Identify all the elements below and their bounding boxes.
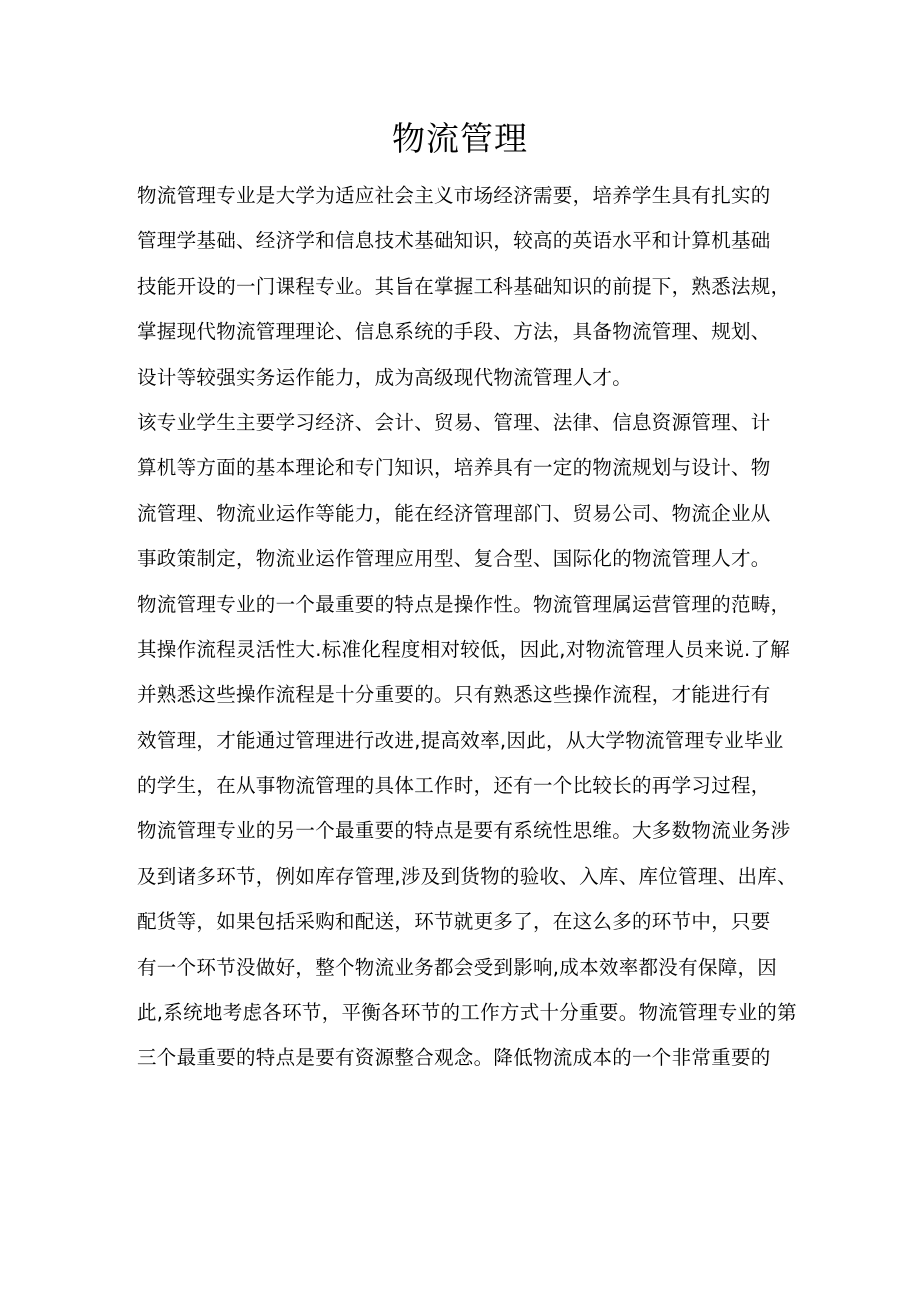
text-line: 技能开设的一门课程专业。其旨在掌握工科基础知识的前提下，熟悉法规， (137, 274, 791, 298)
text-line: 掌握现代物流管理理论、信息系统的手段、方法，具备物流管理、规划、 (137, 320, 771, 344)
text-line: 管理学基础、经济学和信息技术基础知识，较高的英语水平和计算机基础 (137, 229, 771, 253)
text-line: 其操作流程灵活性大.标准化程度相对较低，因此,对物流管理人员来说.了解 (137, 637, 791, 661)
text-line: 配货等，如果包括采购和配送，环节就更多了，在这么多的环节中，只要 (137, 910, 771, 934)
text-line: 物流管理专业的一个最重要的特点是操作性。物流管理属运营管理的范畴， (137, 592, 791, 616)
document-title: 物流管理 (392, 119, 528, 158)
text-line: 物流管理专业是大学为适应社会主义市场经济需要，培养学生具有扎实的 (137, 184, 771, 207)
text-line: 该专业学生主要学习经济、会计、贸易、管理、法律、信息资源管理、计 (137, 410, 771, 434)
text-line: 物流管理专业的另一个最重要的特点是要有系统性思维。大多数物流业务涉 (137, 819, 791, 843)
text-line: 此,系统地考虑各环节，平衡各环节的工作方式十分重要。物流管理专业的第 (137, 1001, 797, 1025)
text-line: 流管理、物流业运作等能力，能在经济管理部门、贸易公司、物流企业从 (137, 501, 771, 525)
text-line: 及到诸多环节，例如库存管理,涉及到货物的验收、入库、库位管理、出库、 (137, 864, 797, 888)
text-line: 三个最重要的特点是要有资源整合观念。降低物流成本的一个非常重要的 (137, 1046, 771, 1070)
text-line: 并熟悉这些操作流程是十分重要的。只有熟悉这些操作流程，才能进行有 (137, 683, 771, 707)
document-body (137, 173, 797, 1081)
text-line: 事政策制定，物流业运作管理应用型、复合型、国际化的物流管理人才。 (137, 547, 771, 571)
text-line: 算机等方面的基本理论和专门知识，培养具有一定的物流规划与设计、物 (137, 456, 771, 480)
text-line: 有一个环节没做好，整个物流业务都会受到影响,成本效率都没有保障，因 (137, 955, 778, 979)
text-line: 设计等较强实务运作能力，成为高级现代物流管理人才。 (137, 365, 633, 389)
text-line: 效管理，才能通过管理进行改进,提高效率,因此，从大学物流管理专业毕业 (137, 728, 784, 752)
text-line: 的学生，在从事物流管理的具体工作时，还有一个比较长的再学习过程， (137, 774, 771, 798)
